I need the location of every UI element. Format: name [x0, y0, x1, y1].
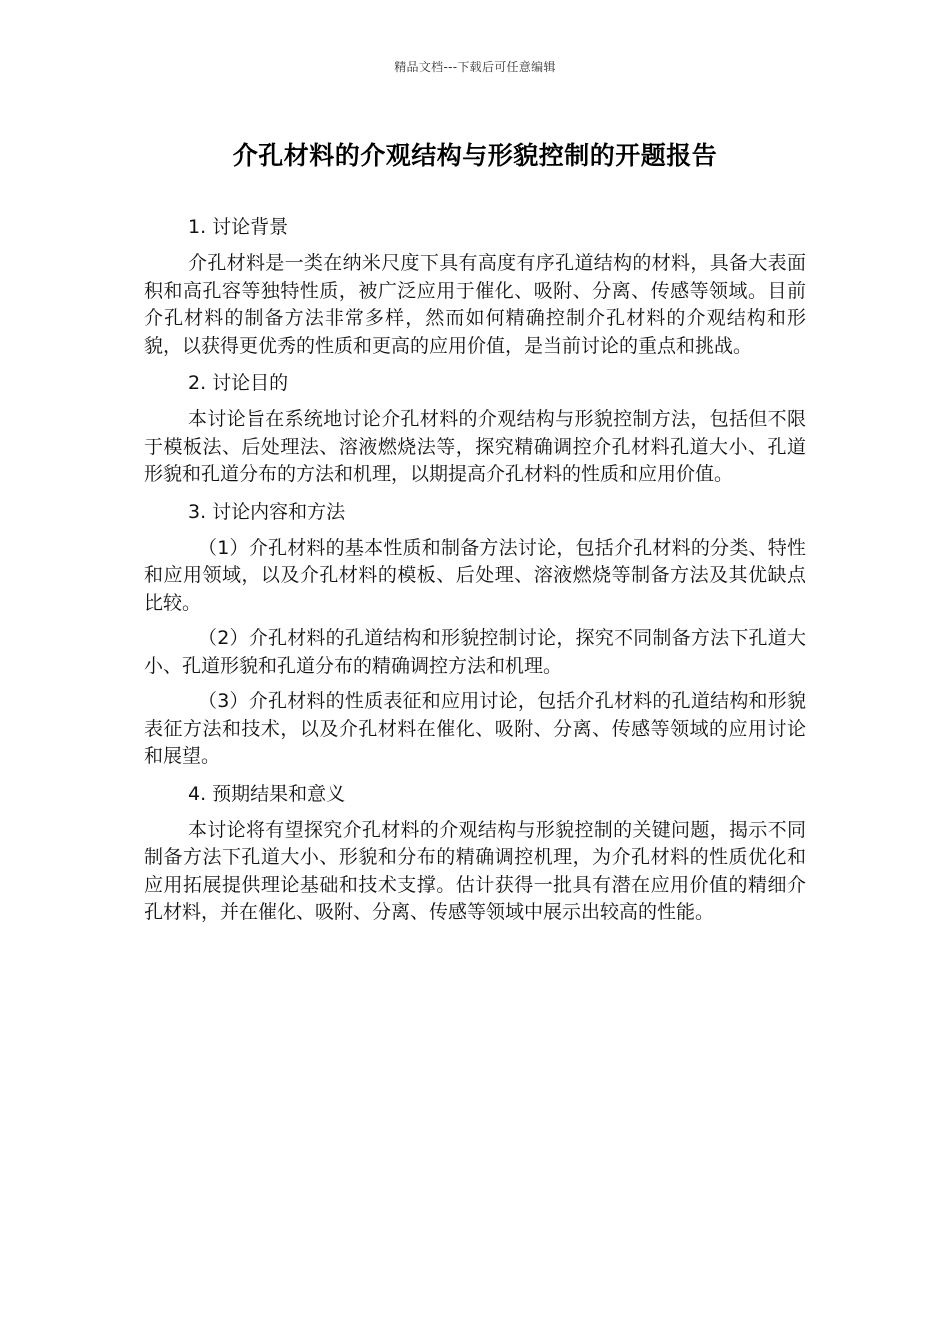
paragraph: （2）介孔材料的孔道结构和形貌控制讨论，探究不同制备方法下孔道大小、孔道形貌和孔道分布的精确调控方法和机理。: [144, 627, 806, 677]
paragraph: （3）介孔材料的性质表征和应用讨论，包括介孔材料的孔道结构和形貌表征方法和技术，以及介孔材料在催化、吸附、分离、传感等领域的应用讨论和展望。: [144, 690, 806, 767]
paragraph: 本讨论将有望探究介孔材料的介观结构与形貌控制的关键问题，揭示不同制备方法下孔道大小、形貌和分布的精确调控机理，为介孔材料的性质优化和应用拓展提供理论基础和技术支撑。估计获得一批具有潜在应用价值的精细介孔材料，并在催化、吸附、分离、传感等领域中展示出较高的性能。: [144, 818, 806, 923]
header-note: 精品文档---下载后可任意编辑: [394, 60, 556, 74]
section-background: [144, 212, 806, 360]
document-body: [144, 212, 806, 935]
paragraph: （1）介孔材料的基本性质和制备方法讨论，包括介孔材料的分类、特性和应用领域，以及介孔材料的模板、后处理、溶液燃烧等制备方法及其优缺点比较。: [144, 536, 806, 614]
section-heading: 1. 讨论背景: [188, 216, 289, 238]
section-content-methods: [144, 497, 806, 771]
section-heading: 4. 预期结果和意义: [188, 782, 346, 805]
document-title: 介孔材料的介观结构与形貌控制的开题报告: [232, 141, 718, 170]
section-heading: 2. 讨论目的: [188, 372, 289, 394]
section-expected-results: [144, 779, 806, 927]
paragraph: 介孔材料是一类在纳米尺度下具有高度有序孔道结构的材料，具备大表面积和高孔容等独特性质，被广泛应用于催化、吸附、分离、传感等领域。目前介孔材料的制备方法非常多样，然而如何精确控制介孔材料的介观结构和形貌，以获得更优秀的性质和更高的应用价值，是当前讨论的重点和挑战。: [144, 252, 806, 357]
section-purpose: [144, 368, 806, 489]
section-heading: 3. 讨论内容和方法: [188, 500, 346, 523]
paragraph: 本讨论旨在系统地讨论介孔材料的介观结构与形貌控制方法，包括但不限于模板法、后处理法、溶液燃烧法等，探究精确调控介孔材料孔道大小、孔道形貌和孔道分布的方法和机理，以期提高介孔材料的性质和应用价值。: [144, 408, 806, 485]
